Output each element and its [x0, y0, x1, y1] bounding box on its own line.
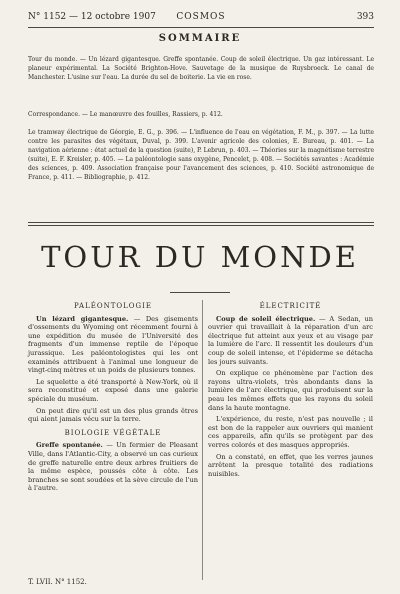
running-header — [28, 12, 374, 24]
right-section-heading: ÉLECTRICITÉ — [259, 302, 322, 310]
section-title: TOUR DU MONDE — [41, 240, 359, 274]
volume-footer: T. LVII. N° 1152. — [28, 578, 87, 586]
left-paragraph-3: On peut dire qu'il est un des plus grands êtres qui aient jamais vécu sur la terre. — [28, 406, 198, 424]
summary-bottom-rule — [28, 222, 374, 223]
right-paragraph-1: Coup de soleil électrique. — A Sedan, un ouvrier qui travaillait à la réparation d'un arc électrique fut atteint aux yeux et au visage par la lumière de l'arc. Il ressentit les douleurs d'un coup de soleil intense, et l'épiderme se détacha les jours suivants. — [208, 314, 373, 366]
left-section-heading-2: BIOLOGIE VÉGÉTALE — [64, 428, 162, 437]
summary-bottom-rule-2 — [28, 225, 374, 226]
column-divider — [202, 300, 203, 580]
right-paragraph-4: On a constaté, en effet, que les verres jaunes arrêtent la presque totalité des radiations nuisibles. — [208, 452, 373, 478]
header-rule — [28, 27, 374, 28]
page-number: 393 — [356, 12, 374, 22]
summary-paragraph-3: Le tramway électrique de Géorgie, E. G., p. 396. — L'influence de l'eau en végétation, F. M., p. 397. — La lutte contre les parasites des végétaux, Duval, p. 399. L'avenir agricole des colonies, E. Bureau, p. 401. — La navigation aérienne : état actuel de la question (suite), P. Lebrun, p. 403. — Théories sur la magnétisme terrestre (suite), E. F. Kreisler, p. 405. — La paléontologie sans oxygène, Pencelet, p. 408. — Sociétés savantes : Académie des sciences, p. 409. Association française pour l'avancement des sciences, p. 410. Société astronomique de France, p. 411. — Bibliographie, p. 412. — [28, 129, 374, 181]
left-paragraph-4: Greffe spontanée. — Un fermier de Pleasant Ville, dans l'Atlantic-City, a observé un cas curieux de greffe naturelle entre deux arbres fruitiers de la même espèce, poussés côte à côte. Les branches se sont soudées et la sève circule de l'un à l'autre. — [28, 441, 198, 493]
left-paragraph-2: Le squelette a été transporté à New-York, où il sera reconstitué et exposé dans une galerie spéciale du muséum. — [28, 377, 198, 403]
title-ornament-rule — [170, 292, 230, 293]
issue-date: N° 1152 — 12 octobre 1907 — [28, 12, 156, 22]
summary-paragraph-2: Correspondance. — Le manœuvre des fouilles, Rassiers, p. 412. — [28, 111, 223, 118]
right-paragraph-2: On explique ce phénomène par l'action des rayons ultra-violets, très abondants dans la lumière de l'arc électrique, qui produisent sur la peau les mêmes effets que les rayons du soleil dans la haute montagne. — [208, 369, 373, 412]
journal-name: COSMOS — [176, 12, 226, 22]
summary-paragraph-1: Tour du monde. — Un lézard gigantesque. Greffe spontanée. Coup de soleil électrique. Un gaz intéressant. Le planeur expérimental. La Société Brighton-Hove. Sauvetage de la musique de Ruysbroeck. Le canal de Manchester. L'usine sur l'eau. La durée du sel de boiterie. La vie en rose. — [28, 56, 374, 81]
left-paragraph-1: Un lézard gigantesque. — Des gisements d'ossements du Wyoming ont récemment fourni à une expédition du musée de l'Université des fragments d'un immense reptile de l'époque jurassique. Les paléontologistes qui les ont examinés attribuent à l'animal une longueur de vingt-cinq mètres et un poids de plusieurs tonnes. — [28, 314, 198, 375]
right-paragraph-3: L'expérience, du reste, n'est pas nouvelle ; il est bon de la rappeler aux ouvriers qui manient ces appareils, afin qu'ils se protègent par des verres colorés et des masques appropriés. — [208, 415, 373, 449]
summary-title: SOMMAIRE — [158, 33, 242, 44]
left-section-heading: PALÉONTOLOGIE — [73, 302, 152, 310]
right-column — [208, 302, 373, 481]
left-column — [28, 302, 198, 496]
